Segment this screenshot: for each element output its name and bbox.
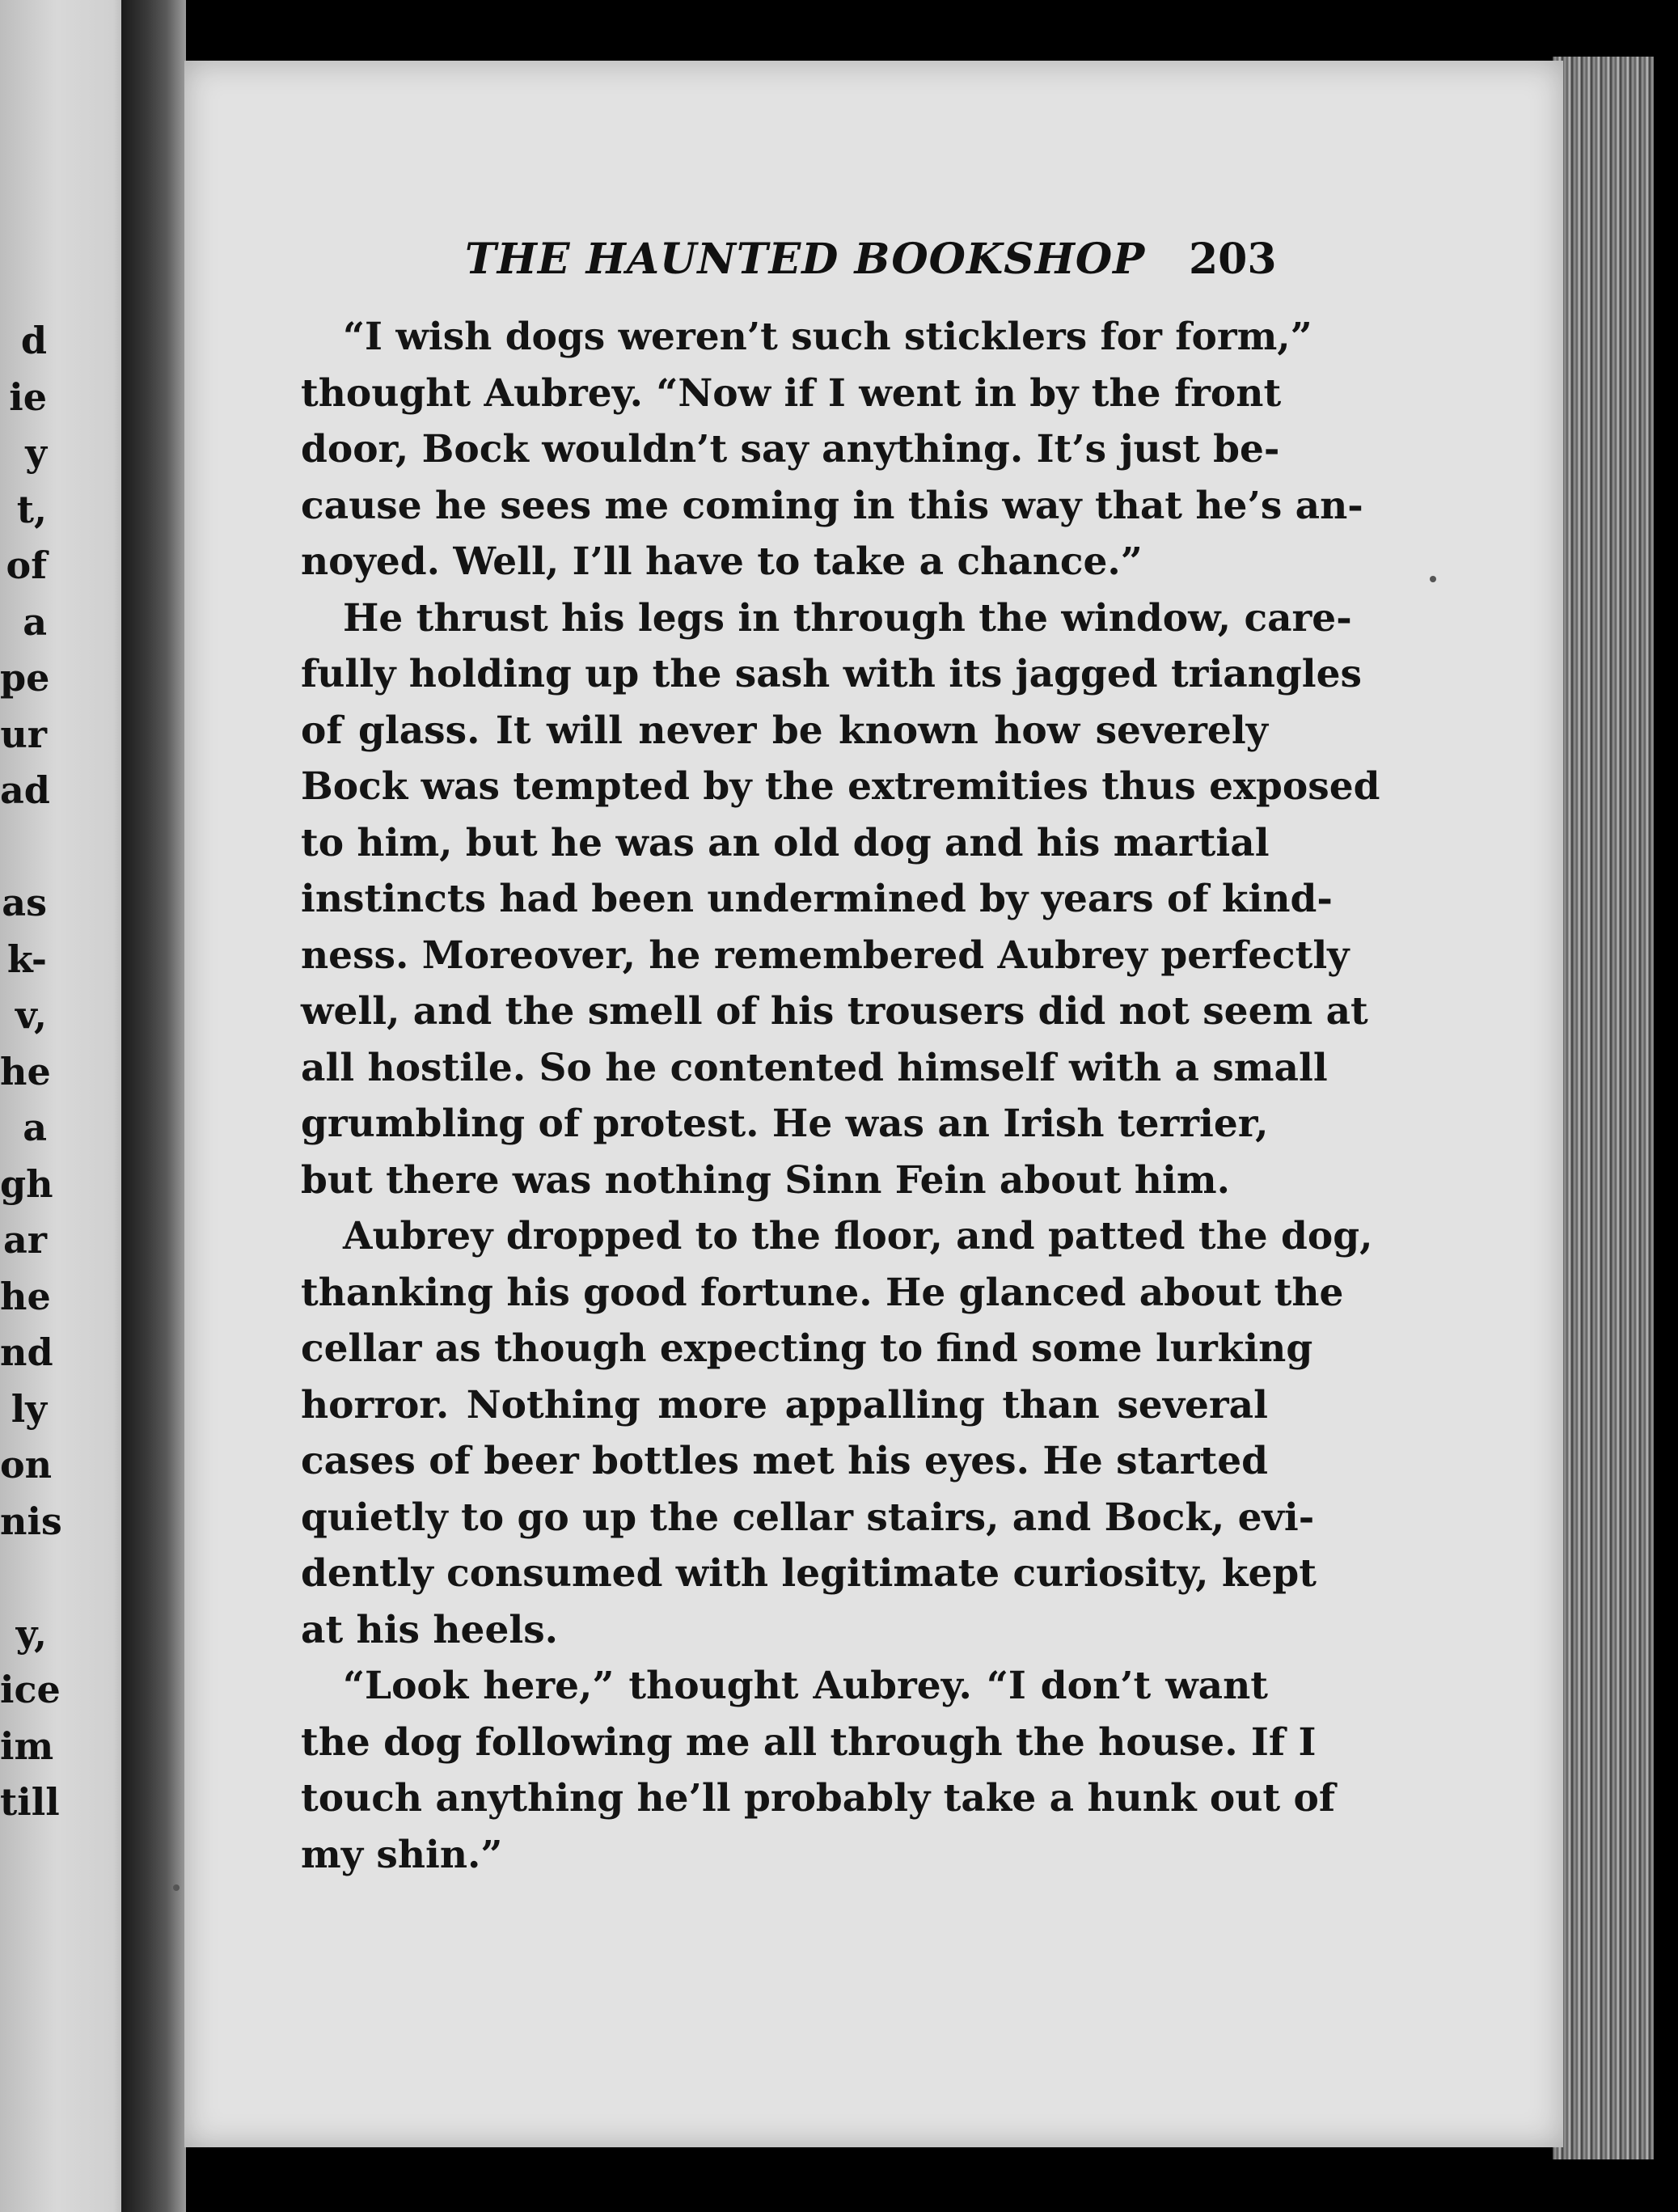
facing-page-fragment: till: [0, 1780, 60, 1824]
facing-page-fragment: ur: [0, 712, 47, 756]
facing-page-fragment: a: [23, 599, 47, 644]
facing-page-fragment: y,: [15, 1611, 47, 1656]
running-head: THE HAUNTED BOOKSHOP: [465, 235, 1146, 284]
text-line: the dog following me all through the house. If I: [301, 1719, 1317, 1765]
scan-border: [0, 0, 1678, 65]
paragraph: [301, 1658, 1336, 1883]
facing-page-fragment: d: [20, 319, 47, 362]
facing-page-fragment: y: [25, 431, 47, 475]
facing-page-fragment: on: [0, 1443, 53, 1487]
text-line: grumbling of protest. He was an Irish terrier,: [301, 1102, 1269, 1146]
facing-page-fragment: ice: [0, 1668, 61, 1711]
text-line: dently consumed with legitimate curiosity, kept: [301, 1551, 1317, 1596]
facing-page-fragment: ar: [2, 1218, 47, 1262]
text-line: Aubrey dropped to the floor, and patted the dog,: [343, 1214, 1373, 1258]
text-line: “Look here,” thought Aubrey. “I don’t want: [343, 1664, 1268, 1708]
facing-page-fragment: as: [2, 881, 47, 924]
speck: [1430, 576, 1436, 582]
speck: [173, 1884, 180, 1891]
text-line: thought Aubrey. “Now if I went in by the front: [301, 370, 1282, 416]
text-line: cause he sees me coming in this way that he’s an-: [301, 483, 1363, 528]
text-line: Bock was tempted by the extremities thus exposed: [301, 764, 1380, 809]
facing-page-fragment: a: [23, 1106, 47, 1149]
body-text: [301, 309, 1380, 1883]
paragraph: [301, 309, 1363, 590]
text-line: at his heels.: [301, 1607, 559, 1652]
paragraph: [301, 1208, 1373, 1658]
text-line: well, and the smell of his trousers did not seem at: [301, 989, 1368, 1034]
text-line: instincts had been undermined by years of kind-: [301, 877, 1333, 921]
book-gutter: [121, 0, 186, 2212]
text-line: fully holding up the sash with its jagged triangles: [301, 652, 1363, 696]
text-line: but there was nothing Sinn Fein about him.: [301, 1157, 1230, 1203]
text-line: “I wish dogs weren’t such sticklers for form,”: [343, 315, 1312, 359]
text-line: all hostile. So he contented himself with a small: [301, 1045, 1328, 1090]
text-line: to him, but he was an old dog and his martial: [301, 820, 1270, 865]
facing-page-fragment: v,: [15, 993, 47, 1037]
facing-page-fragment: ie: [9, 374, 47, 419]
text-line: touch anything he’ll probably take a hunk out of: [301, 1776, 1336, 1821]
facing-page-fragment: nis: [0, 1499, 62, 1543]
paragraph: [301, 590, 1380, 1209]
facing-page-fragment: ad: [0, 768, 50, 812]
facing-page-fragment: he: [0, 1049, 51, 1093]
text-line: my shin.”: [301, 1832, 503, 1877]
page-number: 203: [1189, 235, 1277, 284]
facing-page-fragment: of: [6, 543, 47, 587]
text-line: noyed. Well, I’ll have to take a chance.”: [301, 539, 1143, 584]
text-line: cases of beer bottles met his eyes. He started: [301, 1439, 1268, 1483]
text-line: cellar as though expecting to find some lurking: [301, 1326, 1313, 1371]
facing-page-fragment: he: [0, 1274, 51, 1318]
text-line: thanking his good fortune. He glanced about the: [301, 1270, 1344, 1315]
text-line: quietly to go up the cellar stairs, and Bock, evi-: [301, 1495, 1315, 1540]
facing-page-fragment: nd: [0, 1330, 53, 1374]
facing-page-fragment: k-: [6, 937, 47, 981]
facing-page: [0, 0, 142, 2212]
text-line: horror. Nothing more appalling than several: [301, 1382, 1268, 1427]
text-line: door, Bock wouldn’t say anything. It’s just be-: [301, 427, 1280, 472]
facing-page-fragment: pe: [0, 656, 50, 700]
facing-page-fragment: im: [0, 1723, 54, 1768]
text-line: ness. Moreover, he remembered Aubrey perfectly: [301, 933, 1350, 978]
page-edges: [1553, 57, 1654, 2159]
facing-page-fragment: ly: [11, 1386, 47, 1431]
facing-page-fragment: t,: [16, 487, 47, 531]
facing-page-fragment: gh: [0, 1161, 53, 1206]
text-line: He thrust his legs in through the window, care-: [343, 595, 1352, 641]
text-line: of glass. It will never be known how severely: [301, 708, 1268, 753]
